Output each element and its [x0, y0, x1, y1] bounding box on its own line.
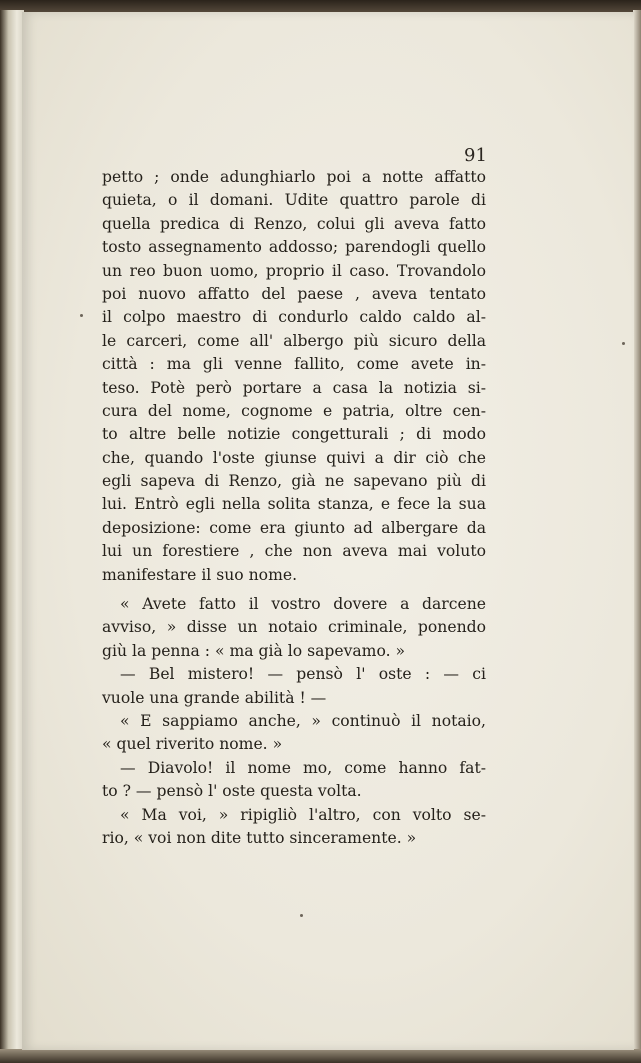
text-line: avviso, » disse un notaio criminale, ponendo — [102, 618, 486, 637]
paper-speck — [300, 914, 303, 917]
paper-speck — [622, 342, 625, 345]
text-line: lui un forestiere , che non aveva mai voluto — [102, 542, 486, 561]
text-line: quella predica di Renzo, colui gli aveva fatto — [102, 214, 486, 233]
text-line: tosto assegnamento addosso; parendogli quello — [102, 238, 486, 257]
text-line: che, quando l'oste giunse quivi a dir ciò che — [102, 448, 486, 467]
book-bottom-edge — [0, 1049, 641, 1063]
text-line: egli sapeva di Renzo, già ne sapevano più di — [102, 472, 486, 491]
text-line: vuole una grande abilità ! — — [102, 688, 327, 707]
book-binding — [0, 10, 24, 1050]
text-line: — Diavolo! il nome mo, come hanno fat- — [120, 758, 486, 777]
book-fore-edge — [633, 10, 641, 1055]
text-line: cura del nome, cognome e patria, oltre cen- — [102, 401, 486, 420]
text-line: rio, « voi non dite tutto sinceramente. » — [102, 828, 417, 847]
page-number: 91 — [464, 145, 487, 166]
text-line: « E sappiamo anche, » continuò il notaio, — [120, 711, 486, 730]
text-line: giù la penna : « ma già lo sapevamo. » — [102, 641, 406, 660]
text-line: le carceri, come all' albergo più sicuro della — [102, 331, 486, 350]
text-line: città : ma gli venne fallito, come avete in- — [102, 355, 486, 374]
text-line: petto ; onde adunghiarlo poi a notte affatto — [102, 168, 486, 186]
text-line: un reo buon uomo, proprio il caso. Trovandolo — [102, 261, 486, 280]
text-line: teso. Potè però portare a casa la notizia si- — [102, 378, 486, 397]
text-line: to altre belle notizie congetturali ; di modo — [102, 425, 486, 444]
text-line: deposizione: come era giunto ad albergare da — [102, 518, 486, 537]
text-line: to ? — pensò l' oste questa volta. — [102, 782, 362, 801]
text-line: « quel riverito nome. » — [102, 735, 283, 754]
text-line: poi nuovo affatto del paese , aveva tentato — [102, 284, 486, 303]
body-text — [102, 166, 486, 850]
paper-speck — [80, 314, 83, 317]
text-line: — Bel mistero! — pensò l' oste : — ci — [120, 665, 486, 684]
text-line: « Ma voi, » ripigliò l'altro, con volto se- — [120, 805, 486, 824]
text-line: quieta, o il domani. Udite quattro parole di — [102, 191, 486, 210]
text-line: lui. Entrò egli nella solita stanza, e fece la sua — [102, 495, 486, 514]
text-line: manifestare il suo nome. — [102, 565, 298, 584]
text-line: il colpo maestro di condurlo caldo caldo al- — [102, 308, 486, 327]
text-line: « Avete fatto il vostro dovere a darcene — [120, 595, 486, 614]
